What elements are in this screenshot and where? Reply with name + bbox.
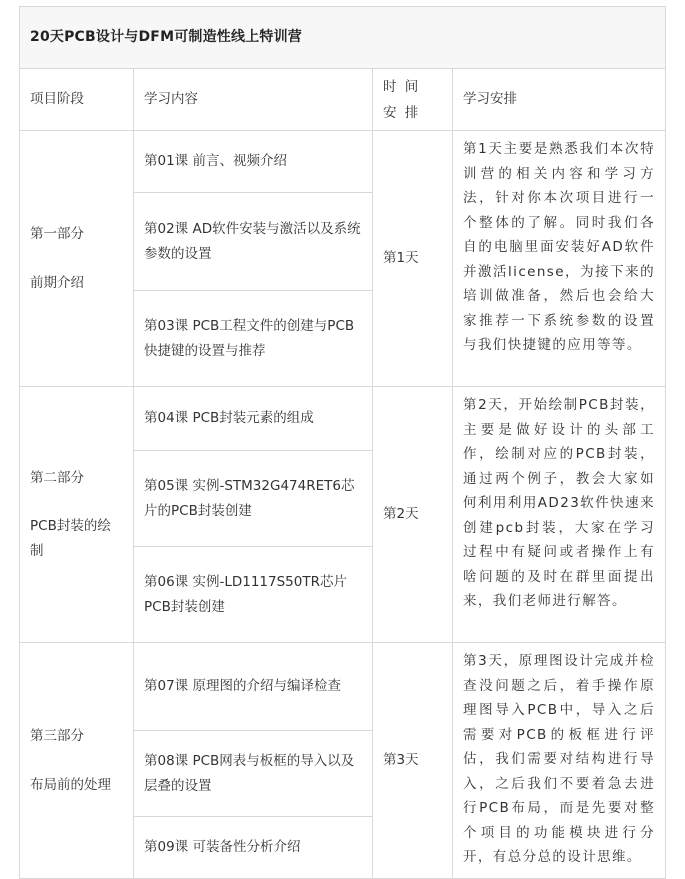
day-cell-3: 第3天	[372, 642, 453, 879]
day-cell-1: 第1天	[372, 130, 453, 387]
phase-cell-1	[19, 130, 134, 387]
phase-cell-3	[19, 642, 134, 879]
header-time: 时 间 安 排	[372, 68, 453, 131]
arrangement-cell-3: 第3天，原理图设计完成并检查没问题之后，着手操作原理图导入PCB中，导入之后需要对PCB的板框进行评估，我们需要对结构进行导入，之后我们不要着急去进行PCB布局，而是先要对整个项目的功能模块进行分开，有总分总的设计思维。	[452, 642, 666, 879]
phase-subtitle: PCB封装的绘制	[30, 518, 111, 559]
phase-title: 第一部分	[30, 226, 84, 242]
lesson-09: 第09课 可装备性分析介绍	[133, 816, 373, 879]
table-title: 20天PCB设计与DFM可制造性线上特训营	[19, 6, 666, 69]
lesson-01: 第01课 前言、视频介绍	[133, 130, 373, 193]
day-cell-2: 第2天	[372, 386, 453, 643]
header-content: 学习内容	[133, 68, 373, 131]
lesson-07: 第07课 原理图的介绍与编译检查	[133, 642, 373, 731]
phase-cell-2	[19, 386, 134, 643]
lesson-05: 第05课 实例-STM32G474RET6芯片的PCB封装创建	[133, 450, 373, 547]
lesson-02: 第02课 AD软件安装与激活以及系统参数的设置	[133, 192, 373, 291]
lesson-06: 第06课 实例-LD1117S50TR芯片PCB封装创建	[133, 546, 373, 643]
header-arrangement: 学习安排	[452, 68, 666, 131]
lesson-04: 第04课 PCB封装元素的组成	[133, 386, 373, 451]
header-phase: 项目阶段	[19, 68, 134, 131]
lesson-08: 第08课 PCB网表与板框的导入以及层叠的设置	[133, 730, 373, 817]
phase-title: 第三部分	[30, 728, 84, 744]
arrangement-cell-1: 第1天主要是熟悉我们本次特训营的相关内容和学习方法，针对你本次项目进行一个整体的了解。同时我们各自的电脑里面安装好AD软件并激活license，为接下来的培训做准备，然后也会给大家推荐一下系统参数的设置与我们快捷键的应用等等。	[452, 130, 666, 387]
arrangement-cell-2: 第2天，开始绘制PCB封装，主要是做好设计的头部工作，绘制对应的PCB封装，通过两个例子，教会大家如何利用利用AD23软件快速来创建pcb封装，大家在学习过程中有疑问或者操作上有啥问题的及时在群里面提出来，我们老师进行解答。	[452, 386, 666, 643]
lesson-03: 第03课 PCB工程文件的创建与PCB快捷键的设置与推荐	[133, 290, 373, 387]
phase-subtitle: 布局前的处理	[30, 776, 111, 793]
phase-title: 第二部分	[30, 469, 84, 486]
phase-subtitle: 前期介绍	[30, 274, 84, 291]
